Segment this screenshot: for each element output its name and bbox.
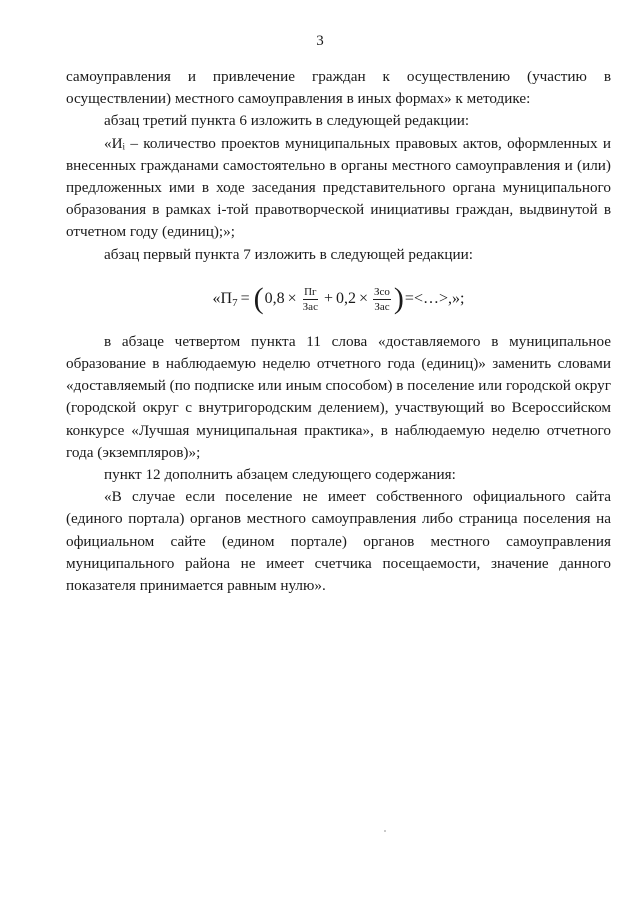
- formula-plus: +: [323, 290, 333, 308]
- formula-times-1: ×: [287, 290, 297, 308]
- paragraph-4: абзац первый пункта 7 изложить в следующей редакции:: [104, 245, 474, 263]
- paragraph-7: «В случае если поселение не имеет собственного официального сайта (единого портала) органов местного самоуправления либо страница поселения на официальном сайте (едином портале) органов местного самоуправления муниципального района не имеет счетчика посещаемости, значение данного показателя принимается равным нулю».: [66, 488, 611, 595]
- paragraph-5: в абзаце четвертом пункта 11 слова «доставляемого в муниципальное образование в наблюдаемую неделю отчетного года (единиц)» заменить словами «доставляемый (по подписке или иным способом) в поселение или городской округ (городской округ с внутригородским делением), участвующий во Всероссийском конкурсе «Лучшая муниципальная практика», в наблюдаемую неделю отчетного года (экземпляров)»;: [66, 332, 611, 461]
- formula-fraction-2: [373, 286, 391, 313]
- formula-fraction-1: [302, 286, 319, 313]
- formula-left-paren: (: [253, 282, 264, 316]
- paragraph-3: «Иᵢ – количество проектов муниципальных правовых актов, оформленных и внесенных гражданами самостоятельно в органы местного самоуправления и (или) предложенных ими в ходе заседания представительного органа муниципального образования в рамках i-той правотворческой инициативы граждан, выдвинутой в отчетном году (единиц);»;: [66, 134, 611, 241]
- fraction-1-numerator: Пг: [304, 285, 317, 298]
- formula-equals: =: [240, 290, 250, 308]
- scan-speck: [384, 830, 386, 832]
- paragraph-2: абзац третий пункта 6 изложить в следующей редакции:: [104, 112, 470, 130]
- formula-coef-2: 0,2: [335, 290, 356, 308]
- formula-open: «П: [212, 290, 233, 308]
- formula-tail: =<…>,»;: [404, 290, 465, 308]
- document-body: [66, 66, 611, 597]
- fraction-2-denominator: Зас: [374, 300, 390, 313]
- paragraph-6: пункт 12 дополнить абзацем следующего содержания:: [104, 466, 456, 484]
- fraction-1-denominator: Зас: [302, 300, 318, 313]
- formula-times-2: ×: [358, 290, 369, 308]
- page-number: 3: [316, 33, 324, 49]
- fraction-2-numerator: Зсо: [374, 285, 390, 298]
- formula: [66, 281, 611, 317]
- formula-coef-1: 0,8: [264, 290, 285, 308]
- paragraph-1: самоуправления и привлечение граждан к осуществлению (участию в осуществлении) местного самоуправления в иных формах» к методике:: [66, 68, 611, 108]
- formula-subscript: 7: [232, 297, 238, 310]
- formula-right-paren: ): [393, 282, 404, 316]
